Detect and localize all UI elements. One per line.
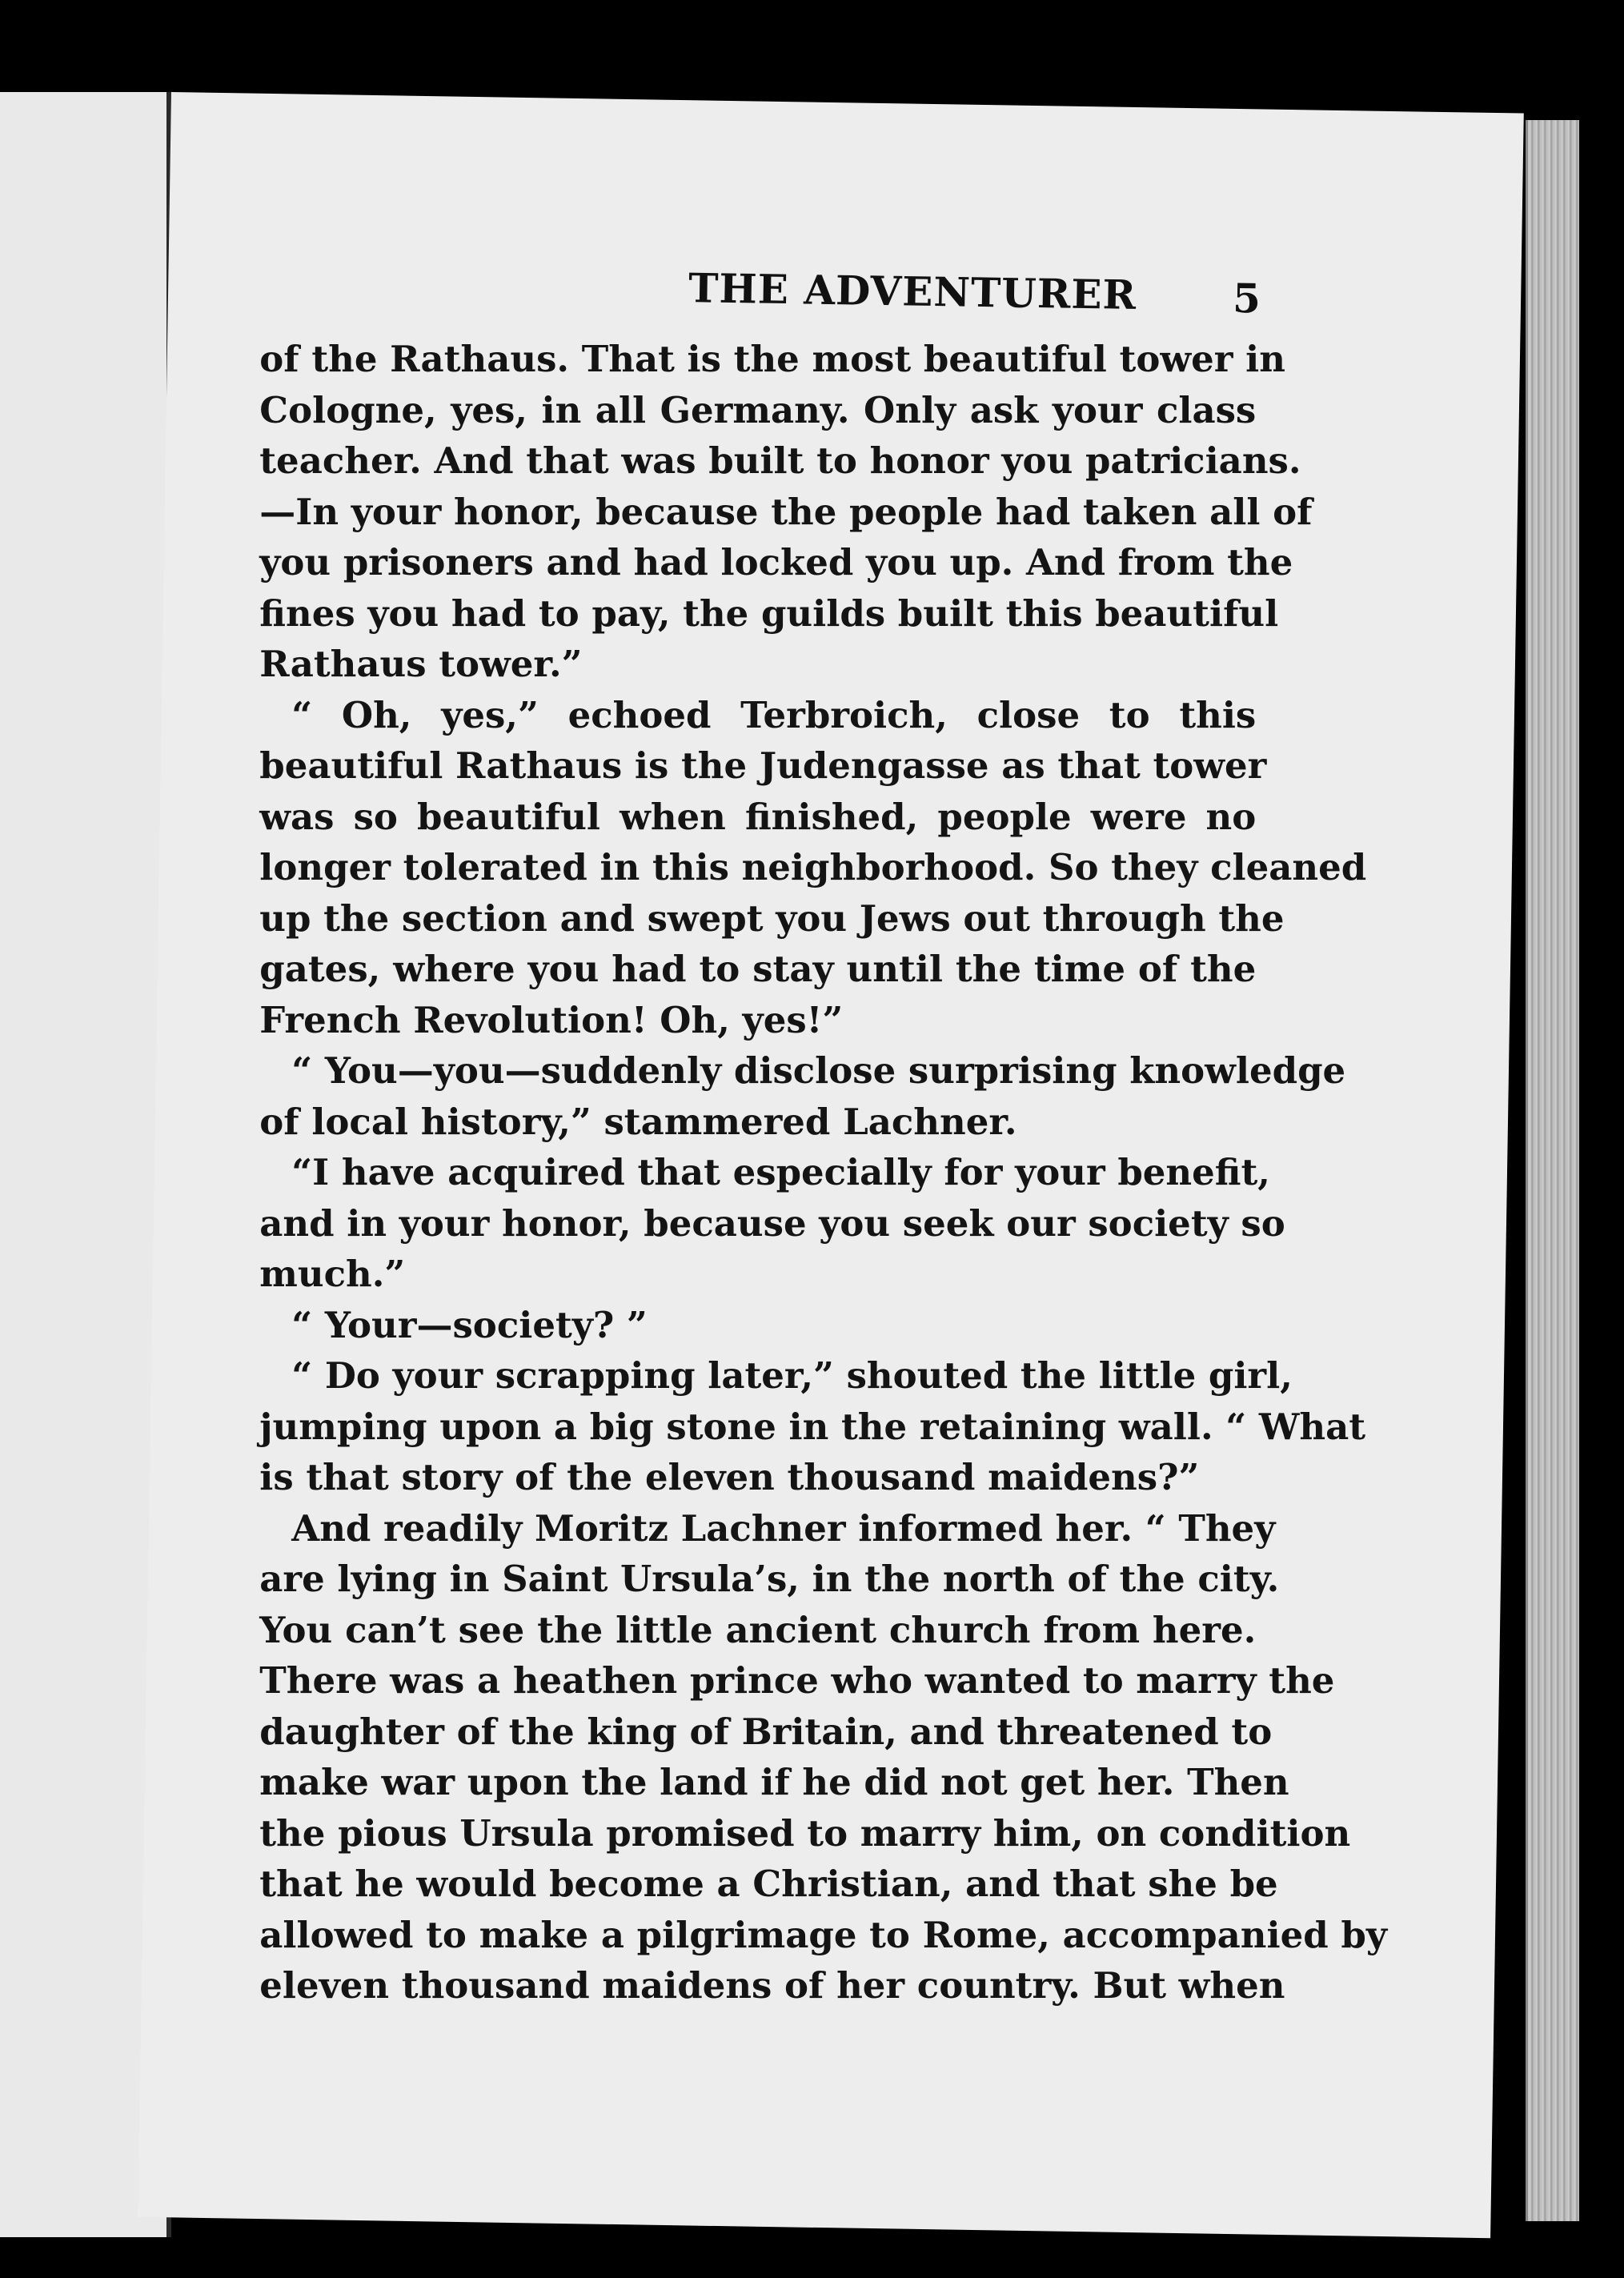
page-number: 5 <box>1232 274 1261 323</box>
text-line: are lying in Saint Ursula’s, in the north of the city. <box>259 1557 1280 1600</box>
book-page <box>138 92 1523 2238</box>
text-line: that he would become a Christian, and that she be <box>259 1862 1278 1905</box>
text-line: much.” <box>259 1252 406 1295</box>
text-line: “ You—you—suddenly disclose surprising knowledge <box>291 1049 1346 1092</box>
page-stack-edge <box>1526 120 1579 2221</box>
text-line: and in your honor, because you seek our society so <box>259 1201 1285 1245</box>
text-line: is that story of the eleven thousand maidens?” <box>259 1455 1200 1498</box>
text-line: of local history,” stammered Lachner. <box>259 1100 1017 1143</box>
text-line: “I have acquired that especially for your benefit, <box>291 1150 1270 1193</box>
text-line: —In your honor, because the people had taken all of <box>259 490 1313 533</box>
text-line: And readily Moritz Lachner informed her. “ They <box>291 1506 1276 1550</box>
text-line: fines you had to pay, the guilds built this beautiful <box>259 592 1279 635</box>
text-line: gates, where you had to stay until the time of the <box>259 947 1257 990</box>
text-line: “ Your—society? ” <box>291 1303 648 1346</box>
text-line: There was a heathen prince who wanted to marry the <box>259 1658 1335 1702</box>
text-line: You can’t see the little ancient church from here. <box>259 1608 1257 1651</box>
text-line: daughter of the king of Britain, and threatened to <box>259 1710 1273 1753</box>
text-line: teacher. And that was built to honor you patricians. <box>259 439 1301 482</box>
text-line: French Revolution! Oh, yes!” <box>259 998 844 1041</box>
text-line: of the Rathaus. That is the most beautiful tower in <box>259 337 1285 380</box>
text-line: was so beautiful when finished, people were no <box>259 795 1257 838</box>
text-line: you prisoners and had locked you up. And from the <box>259 540 1293 584</box>
running-head: THE ADVENTURER <box>688 264 1137 319</box>
body-text <box>259 334 1387 2011</box>
text-line: up the section and swept you Jews out through the <box>259 896 1285 940</box>
text-line: Rathaus tower.” <box>259 642 583 685</box>
text-line: “ Do your scrapping later,” shouted the little girl, <box>291 1354 1293 1397</box>
text-line: the pious Ursula promised to marry him, on condition <box>259 1811 1351 1855</box>
text-line: “ Oh, yes,” echoed Terbroich, close to this <box>291 693 1257 736</box>
text-line: beautiful Rathaus is the Judengasse as that tower <box>259 744 1267 787</box>
text-line: allowed to make a pilgrimage to Rome, accompanied by <box>259 1913 1387 1956</box>
text-line: jumping upon a big stone in the retaining wall. “ What <box>259 1405 1366 1448</box>
text-line: eleven thousand maidens of her country. But when <box>259 1963 1285 2007</box>
text-line: longer tolerated in this neighborhood. So they cleaned <box>259 845 1367 888</box>
text-line: make war upon the land if he did not get her. Then <box>259 1760 1289 1803</box>
text-line: Cologne, yes, in all Germany. Only ask your class <box>259 388 1257 431</box>
